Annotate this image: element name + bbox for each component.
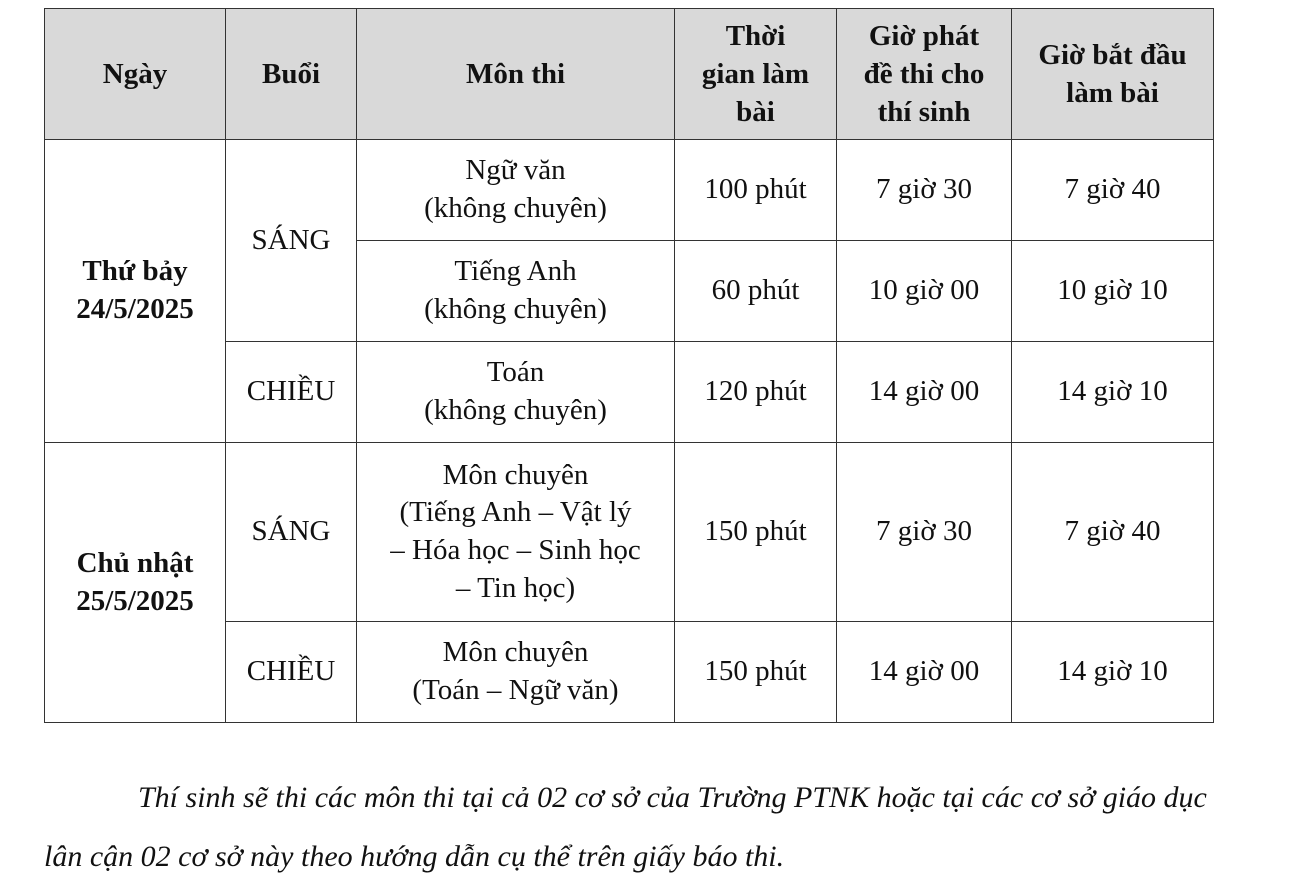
session-cell: CHIỀU [226, 342, 357, 443]
start-time-cell: 7 giờ 40 [1012, 443, 1214, 622]
header-session: Buổi [226, 9, 357, 140]
table-row [45, 140, 1214, 241]
subject-cell: Tiếng Anh (không chuyên) [357, 241, 675, 342]
distribute-time-cell: 7 giờ 30 [837, 443, 1012, 622]
distribute-time-cell: 7 giờ 30 [837, 140, 1012, 241]
subject-cell: Môn chuyên (Toán – Ngữ văn) [357, 622, 675, 723]
header-start-time: Giờ bắt đầu làm bài [1012, 9, 1214, 140]
day-cell: Thứ bảy 24/5/2025 [45, 140, 226, 443]
start-time-cell: 14 giờ 10 [1012, 342, 1214, 443]
subject-cell: Ngữ văn (không chuyên) [357, 140, 675, 241]
start-time-cell: 7 giờ 40 [1012, 140, 1214, 241]
subject-cell: Môn chuyên (Tiếng Anh – Vật lý – Hóa học – Sinh học – Tin học) [357, 443, 675, 622]
exam-schedule-table [44, 8, 1214, 723]
start-time-cell: 10 giờ 10 [1012, 241, 1214, 342]
duration-cell: 120 phút [675, 342, 837, 443]
subject-cell: Toán (không chuyên) [357, 342, 675, 443]
duration-cell: 100 phút [675, 140, 837, 241]
header-distribute-time: Giờ phát đề thi cho thí sinh [837, 9, 1012, 140]
distribute-time-cell: 10 giờ 00 [837, 241, 1012, 342]
session-cell: CHIỀU [226, 622, 357, 723]
distribute-time-cell: 14 giờ 00 [837, 342, 1012, 443]
duration-cell: 150 phút [675, 443, 837, 622]
distribute-time-cell: 14 giờ 00 [837, 622, 1012, 723]
exam-location-note: Thí sinh sẽ thi các môn thi tại cả 02 cơ sở của Trường PTNK hoặc tại các cơ sở giáo dục lân cận 02 cơ sở này theo hướng dẫn cụ thể trên giấy báo thi. [44, 781, 1207, 873]
day-cell: Chủ nhật 25/5/2025 [45, 443, 226, 723]
header-subject: Môn thi [357, 9, 675, 140]
table-header-row [45, 9, 1214, 140]
header-day: Ngày [45, 9, 226, 140]
header-duration: Thời gian làm bài [675, 9, 837, 140]
table-row [45, 443, 1214, 622]
duration-cell: 150 phút [675, 622, 837, 723]
start-time-cell: 14 giờ 10 [1012, 622, 1214, 723]
session-cell: SÁNG [226, 140, 357, 342]
duration-cell: 60 phút [675, 241, 837, 342]
session-cell: SÁNG [226, 443, 357, 622]
